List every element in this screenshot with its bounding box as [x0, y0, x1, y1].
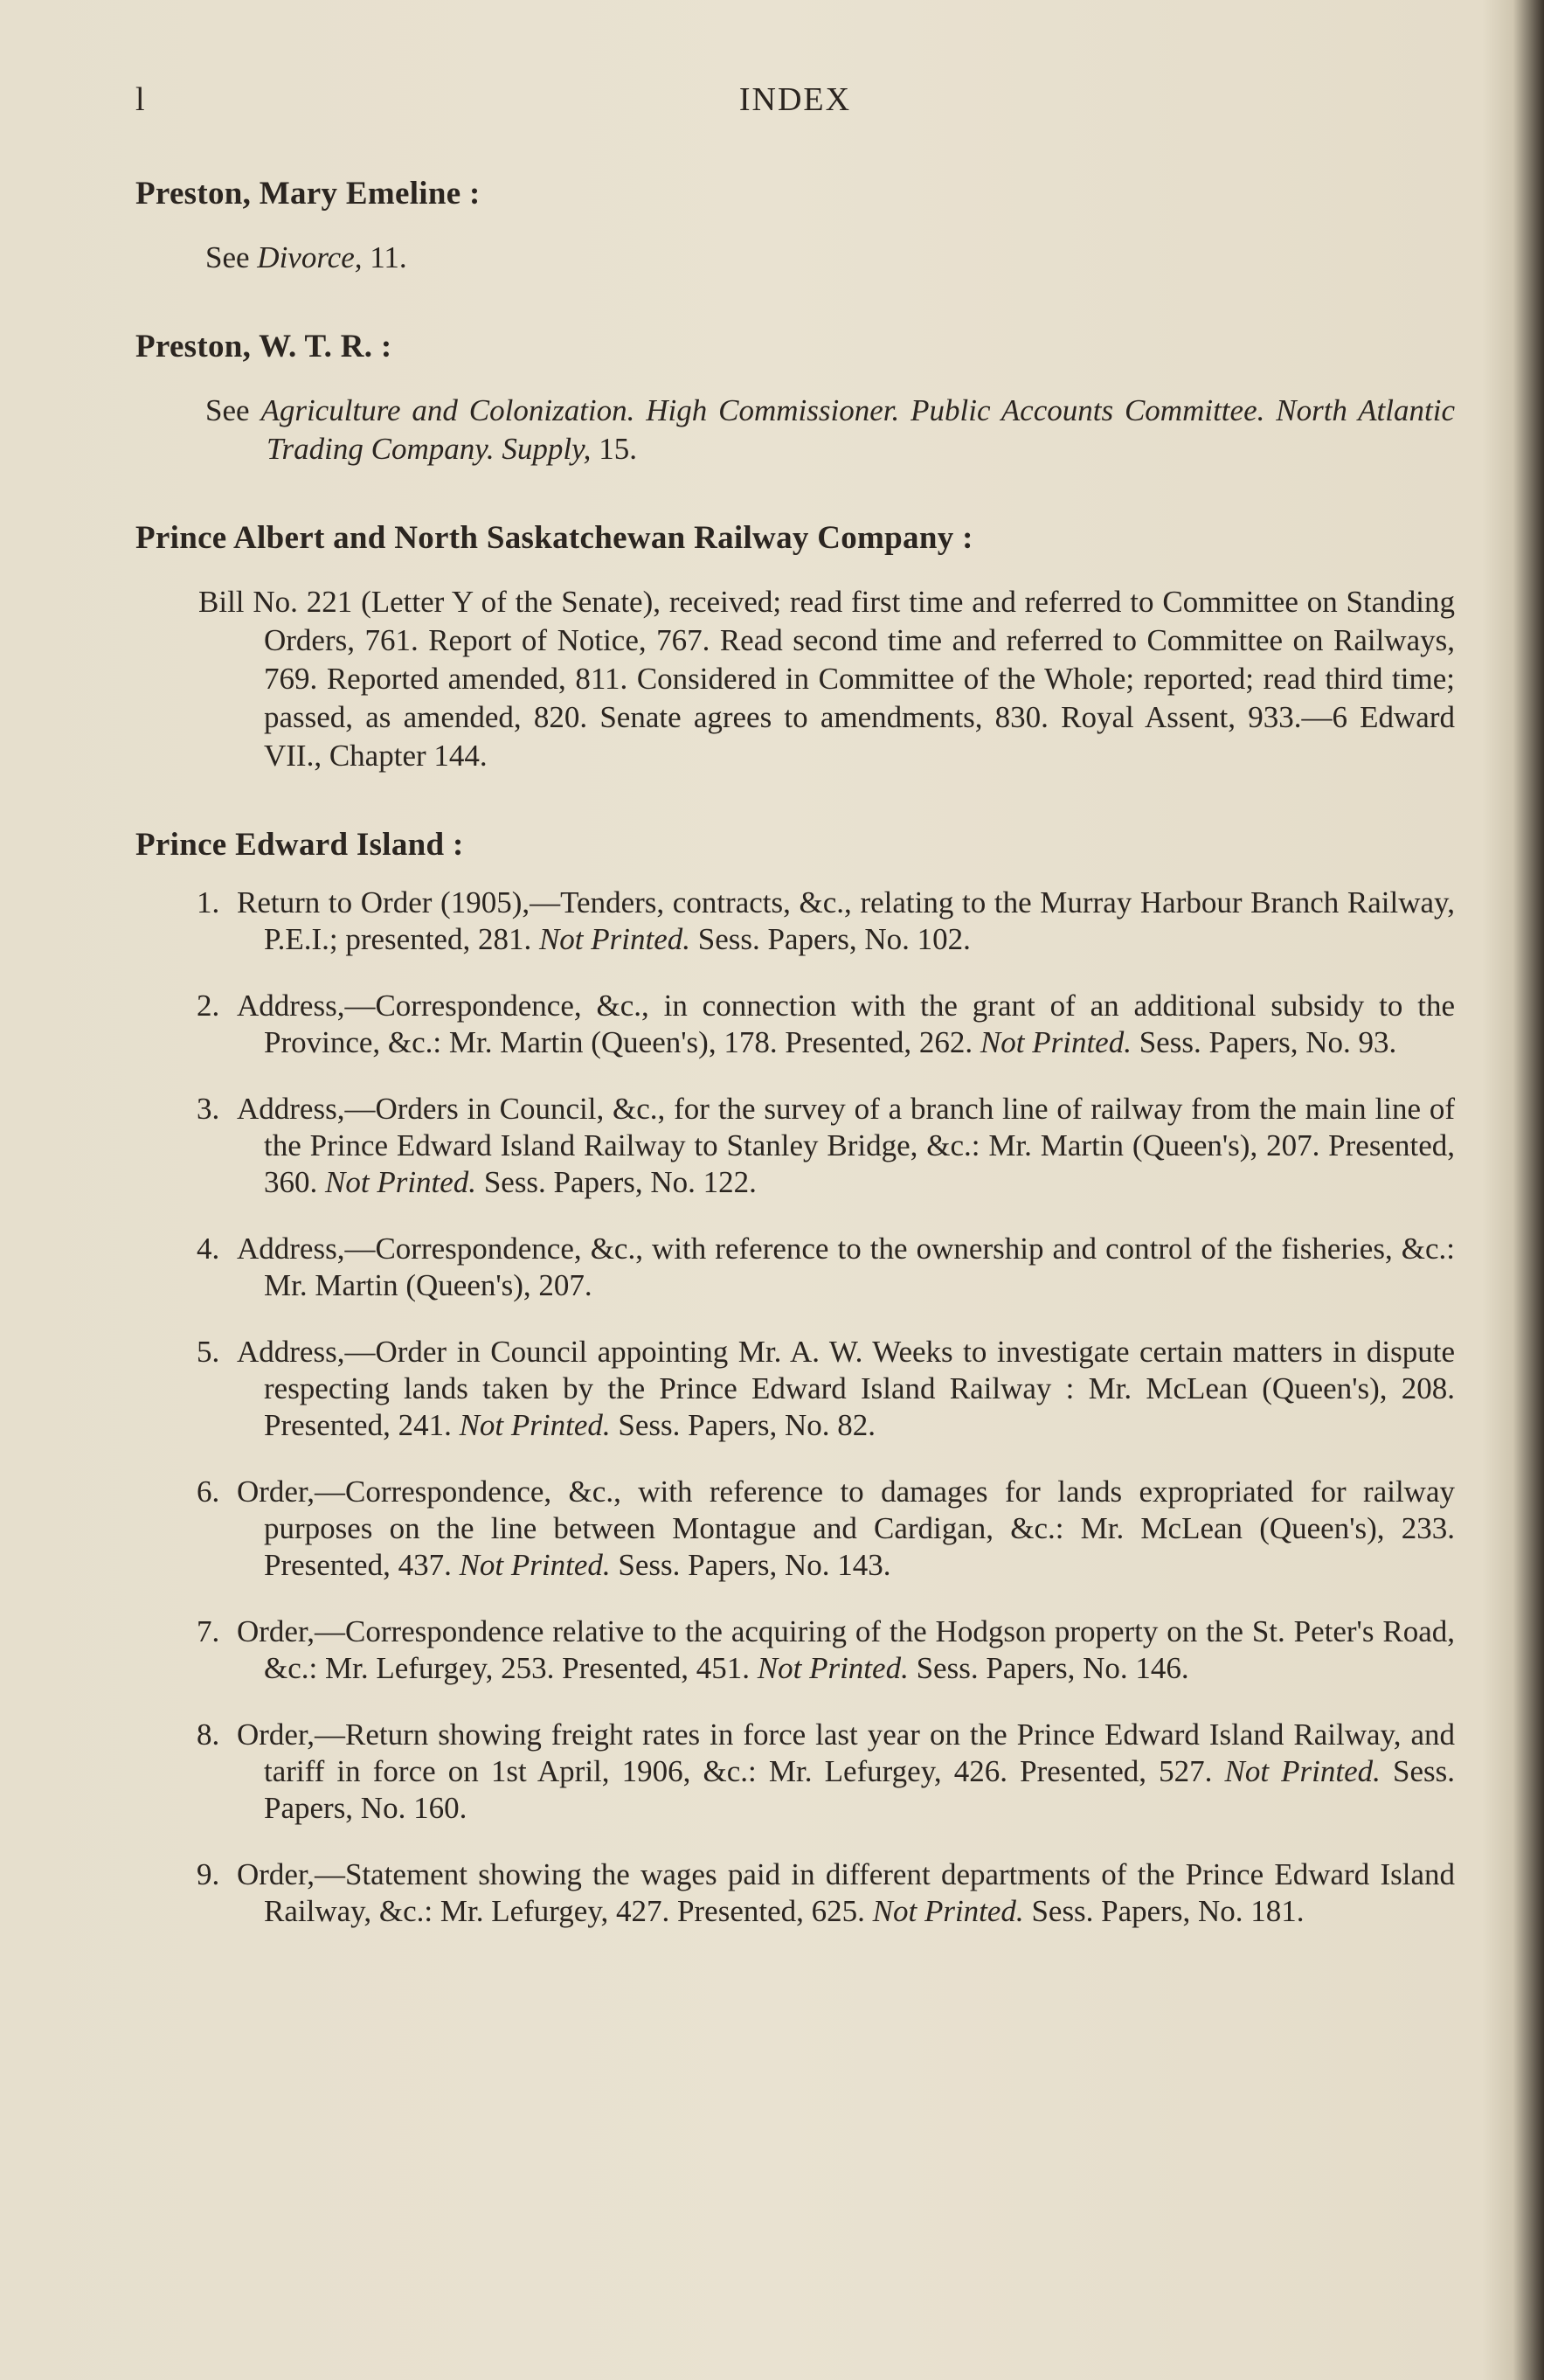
list-item: 7. Order,—Correspondence relative to the acquiring of the Hodgson property on the St. Peter's Road, &c.: Mr. Lefurgey, 253. Presented, 451. Not Printed. Sess. Papers, No. 146. [197, 1614, 1455, 1685]
list-item: 2. Address,—Correspondence, &c., in connection with the grant of an additional subsidy to the Province, &c.: Mr. Martin (Queen's), 178. Presented, 262. Not Printed. Sess. Papers, No. 93. [197, 989, 1455, 1059]
entry-heading: Prince Edward Island : [135, 827, 464, 863]
index-content [135, 175, 1455, 1981]
see-tail: 15. [591, 432, 637, 466]
list-item: 5. Address,—Order in Council appointing Mr. A. W. Weeks to investigate certain matters in dispute respecting lands taken by the Prince Edward Island Railway : Mr. McLean (Queen's), 208. Presented, 241. Not Printed. Sess. Papers, No. 82. [197, 1335, 1455, 1442]
index-entry [135, 826, 1455, 1930]
list-item: 3. Address,—Orders in Council, &c., for the survey of a branch line of railway from the main line of the Prince Edward Island Railway to Stanley Bridge, &c.: Mr. Martin (Queen's), 207. Presented, 360. Not Printed. Sess. Papers, No. 122. [197, 1092, 1455, 1199]
entry-heading: Preston, W. T. R. : [135, 329, 392, 364]
index-entry [135, 175, 1455, 277]
page-number: l [135, 81, 145, 118]
page-header [135, 80, 1455, 133]
entry-heading: Prince Albert and North Saskatchewan Railway Company : [135, 520, 973, 556]
list-item: 9. Order,—Statement showing the wages paid in different departments of the Prince Edward Island Railway, &c.: Mr. Lefurgey, 427. Presented, 625. Not Printed. Sess. Papers, No. 181. [197, 1857, 1455, 1928]
see-reference [135, 239, 1455, 277]
see-reference [135, 392, 1455, 468]
index-entry [135, 519, 1455, 775]
entry-heading: Preston, Mary Emeline : [135, 176, 481, 212]
see-label: See [205, 393, 250, 427]
index-entry [135, 328, 1455, 468]
see-refs: Agriculture and Colonization. High Commissioner. Public Accounts Committee. North Atlantic Trading Company. Supply, [260, 393, 1455, 466]
see-label: See [205, 240, 250, 274]
list-item: 1. Return to Order (1905),—Tenders, contracts, &c., relating to the Murray Harbour Branch Railway, P.E.I.; presented, 281. Not Printed. Sess. Papers, No. 102. [197, 885, 1455, 956]
see-refs: Divorce, [257, 240, 363, 274]
entry-paragraph: Bill No. 221 (Letter Y of the Senate), received; read first time and referred to Committee on Standing Orders, 761. Report of Notice, 767. Read second time and referred to Committee on Railways, 769. Reported amended, 811. Considered in Committee of the Whole; reported; read third time; passed, as amended, 820. Senate agrees to amendments, 830. Royal Assent, 933.—6 Edward VII., Chapter 144. [198, 585, 1455, 773]
list-item: 6. Order,—Correspondence, &c., with reference to damages for lands expropriated for railway purposes on the line between Montague and Cardigan, &c.: Mr. McLean (Queen's), 233. Presented, 437. Not Printed. Sess. Papers, No. 143. [197, 1474, 1455, 1582]
list-item: 8. Order,—Return showing freight rates in force last year on the Prince Edward Island Railway, and tariff in force on 1st April, 1906, &c.: Mr. Lefurgey, 426. Presented, 527. Not Printed. Sess. Papers, No. 160. [197, 1717, 1455, 1825]
item-list [135, 885, 1455, 1930]
see-tail: 11. [362, 240, 407, 274]
running-title: INDEX [738, 81, 852, 118]
list-item: 4. Address,—Correspondence, &c., with reference to the ownership and control of the fisheries, &c.: Mr. Martin (Queen's), 207. [197, 1232, 1455, 1302]
